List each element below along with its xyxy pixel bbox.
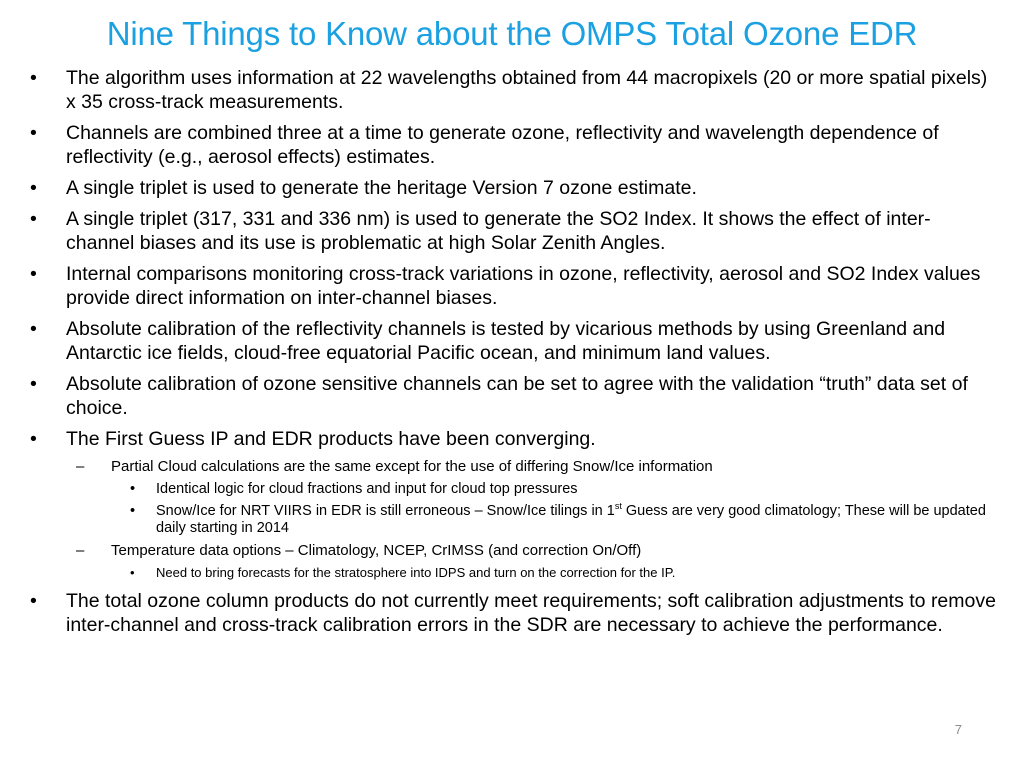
bullet-item	[28, 372, 996, 420]
dash-marker: –	[76, 542, 85, 559]
snow-ice-text-end: Guess are very good climatology; These will be updated daily starting in 2014	[156, 503, 986, 536]
bullet-marker: •	[30, 208, 37, 230]
snow-ice-text-start: Snow/Ice for NRT VIIRS in EDR is still erroneous – Snow/Ice tilings in 1	[156, 503, 615, 519]
bullet-item	[28, 66, 996, 114]
bullet-text: The total ozone column products do not currently meet requirements; soft calibration adjustments to remove inter-channel and cross-track calibration errors in the SDR are necessary to achieve the performance.	[66, 590, 996, 636]
bullet-marker: •	[130, 503, 136, 519]
bullet-text: The First Guess IP and EDR products have been converging.	[66, 428, 596, 450]
bullet-item	[28, 317, 996, 365]
sub-sub-bullet-text: Identical logic for cloud fractions and input for cloud top pressures	[156, 481, 578, 497]
slide-title: Nine Things to Know about the OMPS Total Ozone EDR	[106, 15, 918, 52]
bullet-marker: •	[30, 318, 37, 340]
page-number: 7	[954, 722, 962, 737]
bullet-text: The algorithm uses information at 22 wavelengths obtained from 44 macropixels (20 or more spatial pixels) x 35 cross-track measurements.	[66, 67, 988, 113]
bullet-list	[28, 66, 996, 644]
sub-sub-bullet-text	[156, 503, 986, 536]
bullet-text: A single triplet (317, 331 and 336 nm) is used to generate the SO2 Index. It shows the effect of inter-channel biases and its use is problematic at high Solar Zenith Angles.	[66, 208, 931, 254]
sub-bullet-text: Temperature data options – Climatology, NCEP, CrIMSS (and correction On/Off)	[111, 542, 642, 559]
sub-bullet-item	[76, 458, 996, 476]
sub-bullet-item	[76, 542, 996, 560]
bullet-marker: •	[30, 428, 37, 450]
bullet-marker: •	[30, 67, 37, 89]
bullet-text: Internal comparisons monitoring cross-track variations in ozone, reflectivity, aerosol and SO2 Index values provide direct information on inter-channel biases.	[66, 263, 981, 309]
bullet-item	[28, 121, 996, 169]
ordinal-superscript: st	[614, 501, 622, 512]
dash-marker: –	[76, 458, 85, 475]
bullet-item	[28, 262, 996, 310]
sub-sub-bullet-item	[128, 481, 996, 498]
bullet-item	[28, 207, 996, 255]
bullet-marker: •	[130, 481, 136, 497]
sub-sub-bullet-item	[128, 503, 996, 537]
bullet-marker: •	[130, 565, 135, 580]
bullet-marker: •	[30, 177, 37, 199]
bullet-marker: •	[30, 373, 37, 395]
sub-sub-bullet-text: Need to bring forecasts for the stratosphere into IDPS and turn on the correction for the IP.	[156, 565, 676, 580]
bullet-text: Channels are combined three at a time to generate ozone, reflectivity and wavelength dependence of reflectivity (e.g., aerosol effects) estimates.	[66, 122, 939, 168]
bullet-marker: •	[30, 263, 37, 285]
bullet-item	[28, 176, 996, 200]
bullet-text: Absolute calibration of the reflectivity channels is tested by vicarious methods by using Greenland and Antarctic ice fields, cloud-free equatorial Pacific ocean, and minimum land values.	[66, 318, 946, 364]
bullet-marker: •	[30, 122, 37, 144]
sub-sub-bullet-item	[128, 565, 996, 581]
bullet-item	[28, 589, 996, 637]
bullet-text: Absolute calibration of ozone sensitive channels can be set to agree with the validation “truth” data set of choice.	[66, 373, 968, 419]
bullet-text: A single triplet is used to generate the heritage Version 7 ozone estimate.	[66, 177, 697, 199]
bullet-marker: •	[30, 590, 37, 612]
sub-bullet-text: Partial Cloud calculations are the same except for the use of differing Snow/Ice information	[111, 458, 713, 475]
bullet-item	[28, 427, 996, 451]
